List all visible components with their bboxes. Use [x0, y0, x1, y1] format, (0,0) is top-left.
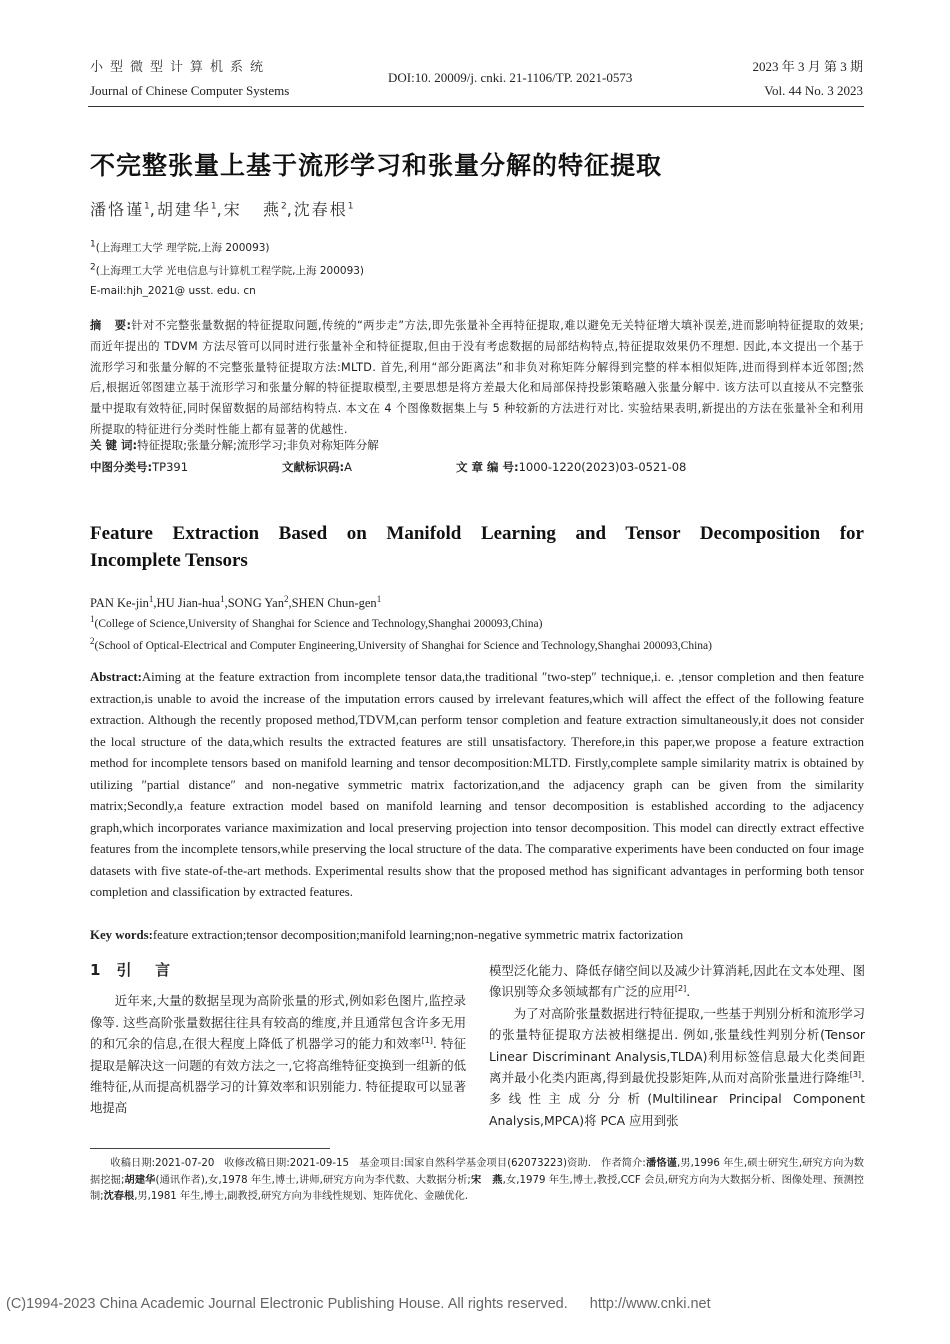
footnote [90, 1156, 864, 1206]
aff-text: (College of Science,University of Shanghai for Science and Technology,Shanghai 200093,China) [94, 618, 543, 630]
header-rule [88, 106, 864, 107]
aff-text: (上海理工大学 理学院,上海 200093) [95, 242, 270, 254]
para-text: 近年来,大量的数据呈现为高阶张量的形式,例如彩色图片,监控录像等. 这些高阶张量数据往往具有较高的维度,并且通常包含许多无用的和冗余的信息,在很大程度上降低了机器学习的能力和效率 [90, 993, 466, 1052]
body-column-right [489, 960, 865, 1131]
keywords-cn [90, 437, 864, 453]
author-list-en: PAN Ke-jin$^1$,HU Jian-hua$^1$,SONG Yan$^2$,SHEN Chun-gen$^1$ [90, 593, 382, 610]
abstract-en-text: Aiming at the feature extraction from incomplete tensor data,the traditional ″two-step″ technique,i. e. ,tensor completion and then feature extraction,is unable to avoid the increase of the imputation errors caused by irrelevant features,which will affect the effect of the following feature extraction. Although the recently proposed method,TDVM,can perform tensor completion and feature extraction simultaneously,it does not consider the local structure of the data,which results the extracted features are still unsatisfactory. Therefore,in this paper,we propose a feature extraction method for incomplete tensors based on manifold learning and tensor decomposition:MLTD. Firstly,complete sample similarity matrix is obtained by utilizing ″partial distance″ and non-negative symmetric matrix factorization,and the adjacency graph can be given from the similarity matrix;Secondly,a feature extraction model based on manifold learning and tensor decomposition is established according to the adjacency graph,which incorporates variance maximization and local preserving projection into tensor decomposition. This model can directly extract effective features from the incomplete tensors,while preserving the local structure of the data. The comparative experiments have been conducted on four image datasets with five state-of-the-art methods. Experimental results show that the proposed method has significant advantages in performing both tensor completion and classification by extracted features. [90, 670, 864, 899]
affiliation-cn-2 [90, 263, 364, 278]
copyright-banner [6, 1296, 711, 1312]
author-name-en: SONG Yan [227, 596, 284, 610]
author-bio-name: 胡建华 [124, 1174, 156, 1186]
issue-cn: 2023 年 3 月 第 3 期 [752, 59, 863, 74]
section-number: 1 [90, 961, 103, 979]
aff-sup: 1 [90, 614, 95, 625]
journal-name-cn: 小型微型计算机系统 [90, 60, 271, 75]
author-bio-name: 沈春根 [103, 1191, 135, 1202]
keywords-en-label: Key words: [90, 928, 153, 942]
affiliation-en-2 [90, 636, 864, 652]
section-heading [90, 960, 466, 981]
aff-sup: 2 [90, 262, 96, 273]
copyright-text: (C)1994-2023 China Academic Journal Electronic Publishing House. All rights reserved. [6, 1296, 568, 1312]
clc-value: TP391 [152, 460, 189, 474]
author-sup: 1 [148, 593, 154, 604]
article-number [456, 459, 686, 475]
footnote-text: ,男,1996 年生,硕士研究生,研究方向为数据挖掘; [90, 1158, 864, 1186]
keywords-en [90, 925, 864, 947]
doc-label: 文献标识码: [282, 460, 345, 474]
footnote-text: 收稿日期:2021-07-20 收修改稿日期:2021-09-15 基金项目:国家自然科学基金项目(62073223)资助. 作者简介: [110, 1158, 646, 1169]
journal-header [90, 56, 863, 106]
keywords-cn-label: 关 键 词: [90, 438, 138, 452]
citation[interactable]: [1] [421, 1036, 433, 1046]
email[interactable]: E-mail:hjh_2021@ usst. edu. cn [90, 285, 256, 297]
keywords-en-text: feature extraction;tensor decomposition;manifold learning;non-negative symmetric matrix factorization [152, 928, 684, 942]
aff-sup: 2 [90, 636, 95, 647]
paragraph [489, 960, 865, 1003]
paragraph [489, 1003, 865, 1131]
para-text: . 多线性主成分分析(Multilinear Principal Component Analysis,MPCA)将 PCA 应用到张 [489, 1070, 865, 1128]
body-column-left [90, 960, 466, 1119]
paper-title-en [90, 520, 864, 574]
aff-text: (上海理工大学 光电信息与计算机工程学院,上海 200093) [95, 265, 365, 277]
doi[interactable]: DOI:10. 20009/j. cnki. 21-1106/TP. 2021-0573 [388, 70, 633, 85]
abstract-en-label: Abstract: [90, 670, 142, 684]
author-bio-name: 宋 燕 [470, 1174, 503, 1186]
author-name: 潘恪谨 [90, 200, 145, 219]
affiliation-en-1 [90, 614, 864, 630]
doc-code [282, 459, 352, 475]
keywords-cn-text: 特征提取;张量分解;流形学习;非负对称矩阵分解 [137, 438, 379, 452]
paragraph [90, 990, 466, 1118]
title-en-line1: Feature Extraction Based on Manifold Learning and Tensor Decomposition for [90, 523, 864, 544]
abstract-en [90, 667, 864, 904]
citation[interactable]: [3] [849, 1069, 862, 1079]
author-name: 宋 燕 [223, 200, 281, 219]
author-name-en: PAN Ke-jin [90, 596, 149, 610]
section-title: 引 言 [116, 961, 173, 979]
issue-en: Vol. 44 No. 3 2023 [764, 83, 863, 98]
journal-name-en: Journal of Chinese Computer Systems [90, 83, 290, 98]
para-text: 为了对高阶张量数据进行特征提取,一些基于判别分析和流形学习的张量特征提取方法被相继提出. 例如,张量线性判别分析(Tensor Linear Discriminant Analysis,TLDA)利用标签信息最大化类间距离并最小化类内距离,得到最优投影矩阵,从而对高阶张量进行降维 [489, 1005, 865, 1086]
author-name-en: SHEN Chun-gen [291, 596, 377, 610]
abstract-cn-text: 针对不完整张量数据的特征提取问题,传统的“两步走”方法,即先张量补全再特征提取,难以避免无关特征增大填补误差,进而影响特征提取的效果;而近年提出的 TDVM 方法尽管可以同时进行张量补全和特征提取,但由于没有考虑数据的局部结构特点,特征提取效果仍不理想. 因此,本文提出一个基于流形学习和张量分解的不完整张量特征提取方法:MLTD. 首先,利用“部分距离法”和非负对称矩阵分解得到完整的样本相似矩阵,进而得到样本近邻图;然后,根据近邻图建立基于流形学习和张量分解的特征提取模型,主要思想是将方差最大化和局部保持投影策略融入张量分解中. 该方法可以直接从不完整张量中提取有效特征,同时保留数据的局部结构特点. 本文在 4 个图像数据集上与 5 种较新的方法进行对比. 实验结果表明,新提出的方法在张量补全和利用所提取的特征进行分类时性能上都有显著的优越性. [90, 319, 864, 436]
author-name: 胡建华 [156, 200, 211, 219]
clc-label: 中图分类号: [90, 460, 153, 474]
author-name: 沈春根 [293, 200, 348, 219]
para-text: . 特征提取是解决这一问题的有效方法之一,它将高维特征变换到一组新的低维特征,从而提高机器学习的计算效率和识别能力. 特征提取可以显著地提高 [90, 1036, 466, 1116]
cnki-link[interactable]: http://www.cnki.net [589, 1296, 711, 1312]
para-text: . [686, 984, 691, 1000]
author-bio-name: 潘恪谨 [645, 1158, 677, 1169]
author-name-en: HU Jian-hua [156, 596, 221, 610]
clc-number [90, 459, 188, 475]
author-list-cn: 潘恪谨$^1$,胡建华$^1$,宋 燕$^2$,沈春根$^1$ [90, 200, 354, 219]
footnote-text: ,女,1979 年生,博士,教授,CCF 会员,研究方向为大数据分析、图像处理、预测控制; [90, 1174, 864, 1202]
author-sup: 1 [144, 201, 150, 212]
citation[interactable]: [2] [674, 984, 687, 994]
footnote-text: (通讯作者),女,1978 年生,博士,讲师,研究方向为李代数、大数据分析; [155, 1174, 471, 1186]
doc-value: A [344, 460, 352, 474]
para-text: 模型泛化能力、降低存储空间以及减少计算消耗,因此在文本处理、图像识别等众多领域都有广泛的应用 [489, 963, 865, 1000]
title-en-line2: Incomplete Tensors [90, 550, 248, 571]
author-sup: 1 [220, 593, 225, 604]
aff-text: (School of Optical-Electrical and Computer Engineering,University of Shanghai for Science and Technology,Shanghai 200093,China) [94, 640, 712, 652]
abstract-cn [90, 316, 864, 441]
author-sup: 1 [347, 201, 354, 212]
affiliation-cn-1 [90, 240, 270, 255]
author-sup: 1 [210, 201, 217, 212]
footnote-text: ,男,1981 年生,博士,副教授,研究方向为非线性规划、矩阵优化、金融优化. [134, 1191, 469, 1202]
author-sup: 1 [376, 593, 382, 604]
footnote-rule [90, 1148, 330, 1149]
abstract-cn-label: 摘 要: [90, 319, 132, 332]
aff-sup: 1 [90, 239, 96, 250]
author-sup: 2 [283, 593, 289, 604]
paper-title-cn: 不完整张量上基于流形学习和张量分解的特征提取 [90, 151, 663, 180]
art-label: 文 章 编 号: [456, 460, 519, 474]
classification-row [90, 459, 864, 475]
author-sup: 2 [280, 201, 287, 212]
art-value: 1000-1220(2023)03-0521-08 [518, 460, 687, 474]
